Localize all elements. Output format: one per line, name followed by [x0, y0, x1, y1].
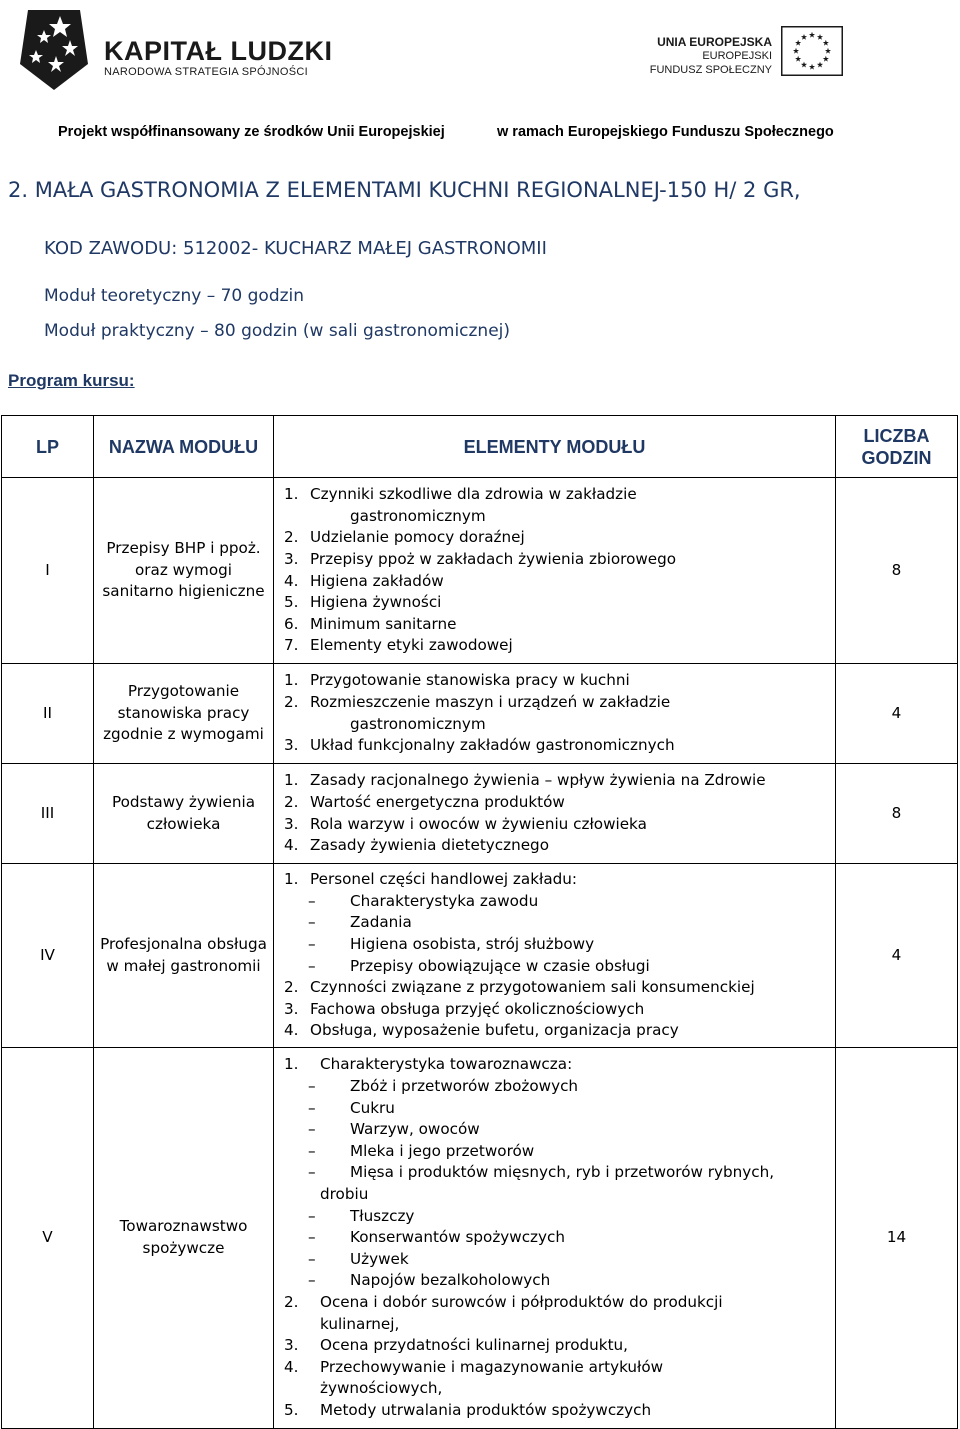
row-hours: 4: [836, 664, 958, 764]
item-text: Konserwantów spożywczych: [350, 1228, 565, 1247]
item-text: Zbóż i przetworów zbożowych: [350, 1077, 579, 1096]
dash-glyph: –: [308, 1249, 316, 1268]
dash-item: [284, 1141, 829, 1163]
item-number: 2.: [284, 792, 299, 811]
list-item: [284, 670, 829, 692]
list-item: [284, 792, 829, 814]
item-text: Zadania: [350, 913, 412, 932]
table-header-row: [2, 416, 958, 478]
dash-glyph: –: [308, 1206, 316, 1225]
course-code-text: KOD ZAWODU: 512002- KUCHARZ MAŁEJ GASTRONOMII: [44, 238, 547, 259]
item-text: Napojów bezalkoholowych: [350, 1271, 551, 1290]
row-hours: 4: [836, 864, 958, 1048]
item-text: Personel części handlowej zakładu:: [310, 870, 578, 889]
item-text: Udzielanie pomocy doraźnej: [310, 528, 525, 547]
header-hours-line2: GODZIN: [861, 447, 932, 468]
item-text: Czynniki szkodliwe dla zdrowia w zakładzie: [310, 485, 637, 504]
item-number: 1.: [284, 1055, 299, 1074]
kapital-ludzki-subtitle: NARODOWA STRATEGIA SPÓJNOŚCI: [104, 66, 308, 78]
eu-line-3: FUNDUSZ SPOŁECZNY: [649, 64, 772, 76]
dash-glyph: –: [308, 1098, 316, 1117]
list-item: [284, 1357, 829, 1379]
item-text: Obsługa, wyposażenie bufetu, organizacja pracy: [310, 1021, 679, 1040]
item-text: Charakterystyka zawodu: [350, 891, 539, 910]
item-continuation: drobiu: [320, 1185, 369, 1204]
item-continuation: kulinarnej,: [320, 1314, 400, 1333]
row-lp: IV: [2, 864, 94, 1048]
course-title: [8, 178, 801, 202]
eu-line-2: EUROPEJSKI: [702, 50, 772, 62]
item-number: 6.: [284, 614, 299, 633]
theory-module-hours: Moduł teoretyczny – 70 godzin: [44, 286, 305, 306]
list-item: [284, 484, 829, 506]
dash-item: [284, 1162, 829, 1184]
item-text: Tłuszczy: [350, 1206, 415, 1225]
row-hours: 8: [836, 764, 958, 864]
list-item: [284, 1020, 829, 1042]
table-row: [2, 664, 958, 764]
course-program-table: [1, 415, 958, 1429]
eu-flag-icon: [781, 26, 843, 76]
list-item: [284, 571, 829, 593]
item-text: Mięsa i produktów mięsnych, ryb i przetworów rybnych,: [350, 1163, 775, 1182]
list-item: [284, 1400, 829, 1422]
row-elements: [274, 864, 836, 1048]
item-number: 2.: [284, 692, 299, 711]
kapital-ludzki-title: KAPITAŁ LUDZKI: [104, 36, 333, 66]
dash-item: [284, 1227, 829, 1249]
item-number: 2.: [284, 978, 299, 997]
item-number: 1.: [284, 771, 299, 790]
course-code: [44, 238, 547, 259]
row-hours: 8: [836, 478, 958, 664]
item-number: 4.: [284, 571, 299, 590]
item-text: Rola warzyw i owoców w żywieniu człowieka: [310, 814, 647, 833]
item-text: Przygotowanie stanowiska pracy w kuchni: [310, 671, 630, 690]
course-title-text: 2. MAŁA GASTRONOMIA Z ELEMENTAMI KUCHNI REGIONALNEJ-150 H/ 2 GR,: [8, 178, 801, 202]
row-lp: V: [2, 1048, 94, 1429]
dash-glyph: –: [308, 1228, 316, 1247]
dash-item: [284, 956, 829, 978]
funding-note-right: w ramach Europejskiego Funduszu Społecznego: [497, 124, 834, 140]
dash-item: [284, 1206, 829, 1228]
item-text: Używek: [350, 1249, 409, 1268]
list-item: [284, 692, 829, 714]
row-module-name: Przepisy BHP i ppoż. oraz wymogi sanitarno higieniczne: [94, 478, 274, 664]
list-item: [284, 770, 829, 792]
item-text: Elementy etyki zawodowej: [310, 636, 513, 655]
item-text: Czynności związane z przygotowaniem sali konsumenckiej: [310, 978, 755, 997]
row-module-name: Towaroznawstwo spożywcze: [94, 1048, 274, 1429]
list-item: [284, 735, 829, 757]
funding-note-left: Projekt współfinansowany ze środków Unii Europejskiej: [58, 124, 445, 140]
list-item: [284, 977, 829, 999]
item-text: Higiena osobista, strój służbowy: [350, 934, 595, 953]
item-number: 2.: [284, 528, 299, 547]
item-number: 5.: [284, 1400, 299, 1419]
dash-glyph: –: [308, 1271, 316, 1290]
item-text: Wartość energetyczna produktów: [310, 792, 565, 811]
item-text: Rozmieszczenie maszyn i urządzeń w zakładzie: [310, 692, 671, 711]
dash-item: [284, 1119, 829, 1141]
table-row: [2, 764, 958, 864]
kapital-ludzki-logo: [14, 4, 94, 94]
row-module-name: Podstawy żywienia człowieka: [94, 764, 274, 864]
dash-glyph: –: [308, 913, 316, 932]
dash-item: [284, 1076, 829, 1098]
item-number: 4.: [284, 1357, 299, 1376]
item-text: Układ funkcjonalny zakładów gastronomicznych: [310, 736, 675, 755]
item-number: 1.: [284, 485, 299, 504]
header-module-elements: ELEMENTY MODUŁU: [274, 416, 836, 478]
item-text: Zasady racjonalnego żywienia – wpływ żywienia na Zdrowie: [310, 771, 766, 790]
row-lp: III: [2, 764, 94, 864]
item-continuation: żywnościowych,: [320, 1379, 443, 1398]
item-text: Przepisy ppoż w zakładach żywienia zbiorowego: [310, 549, 677, 568]
list-item: [284, 635, 829, 657]
row-lp: II: [2, 664, 94, 764]
item-text: Mleka i jego przetworów: [350, 1141, 535, 1160]
table-row: [2, 478, 958, 664]
list-item: [284, 999, 829, 1021]
item-text: Warzyw, owoców: [350, 1120, 480, 1139]
item-continuation: gastronomicznym: [350, 506, 486, 525]
item-text: Zasady żywienia dietetycznego: [310, 836, 549, 855]
dash-glyph: –: [308, 1141, 316, 1160]
table-row: [2, 1048, 958, 1429]
item-text: Ocena przydatności kulinarnej produktu,: [320, 1336, 629, 1355]
item-number: 3.: [284, 549, 299, 568]
item-text: Przepisy obowiązujące w czasie obsługi: [350, 956, 650, 975]
item-number: 1.: [284, 870, 299, 889]
item-number: 4.: [284, 1021, 299, 1040]
dash-glyph: –: [308, 1163, 316, 1182]
row-elements: [274, 478, 836, 664]
dash-item: [284, 1270, 829, 1292]
row-module-name: Profesjonalna obsługa w małej gastronomii: [94, 864, 274, 1048]
item-text: Charakterystyka towaroznawcza:: [320, 1055, 573, 1074]
list-item: [284, 1335, 829, 1357]
item-number: 3.: [284, 814, 299, 833]
list-item: [284, 814, 829, 836]
header-hours-line1: LICZBA: [863, 425, 930, 446]
list-item: [284, 549, 829, 571]
item-number: 3.: [284, 999, 299, 1018]
header-module-name: NAZWA MODUŁU: [94, 416, 274, 478]
list-item: [284, 869, 829, 891]
table-row: [2, 864, 958, 1048]
row-elements: [274, 764, 836, 864]
list-item: [284, 1054, 829, 1076]
dash-glyph: –: [308, 1077, 316, 1096]
header-hours: [836, 416, 958, 478]
dash-glyph: –: [308, 956, 316, 975]
item-text: Metody utrwalania produktów spożywczych: [320, 1400, 652, 1419]
row-elements: [274, 1048, 836, 1429]
item-number: 7.: [284, 636, 299, 655]
item-number: 4.: [284, 836, 299, 855]
row-lp: I: [2, 478, 94, 664]
row-module-name: Przygotowanie stanowiska pracy zgodnie z wymogami: [94, 664, 274, 764]
row-hours: 14: [836, 1048, 958, 1429]
item-text: Ocena i dobór surowców i półproduktów do produkcji: [320, 1292, 723, 1311]
list-item: [284, 1292, 829, 1314]
header-lp: LP: [2, 416, 94, 478]
item-text: Fachowa obsługa przyjęć okolicznościowych: [310, 999, 645, 1018]
list-item: [284, 614, 829, 636]
item-text: Przechowywanie i magazynowanie artykułów: [320, 1357, 664, 1376]
item-number: 3.: [284, 1336, 299, 1355]
program-label: Program kursu:: [8, 371, 135, 390]
dash-item: [284, 1098, 829, 1120]
list-item: [284, 592, 829, 614]
item-number: 1.: [284, 671, 299, 690]
list-item: [284, 527, 829, 549]
item-text: Higiena zakładów: [310, 571, 444, 590]
dash-glyph: –: [308, 1120, 316, 1139]
item-text: Higiena żywności: [310, 593, 442, 612]
dash-item: [284, 1249, 829, 1271]
item-text: Cukru: [350, 1098, 395, 1117]
list-item: [284, 835, 829, 857]
dash-item: [284, 912, 829, 934]
dash-item: [284, 891, 829, 913]
row-elements: [274, 664, 836, 764]
dash-glyph: –: [308, 934, 316, 953]
dash-item: [284, 934, 829, 956]
item-continuation: gastronomicznym: [350, 714, 486, 733]
practice-module-hours: Moduł praktyczny – 80 godzin (w sali gastronomicznej): [44, 321, 511, 341]
item-number: 3.: [284, 736, 299, 755]
eu-line-1: UNIA EUROPEJSKA: [657, 35, 772, 49]
dash-glyph: –: [308, 891, 316, 910]
item-number: 5.: [284, 593, 299, 612]
item-number: 2.: [284, 1292, 299, 1311]
item-text: Minimum sanitarne: [310, 614, 457, 633]
